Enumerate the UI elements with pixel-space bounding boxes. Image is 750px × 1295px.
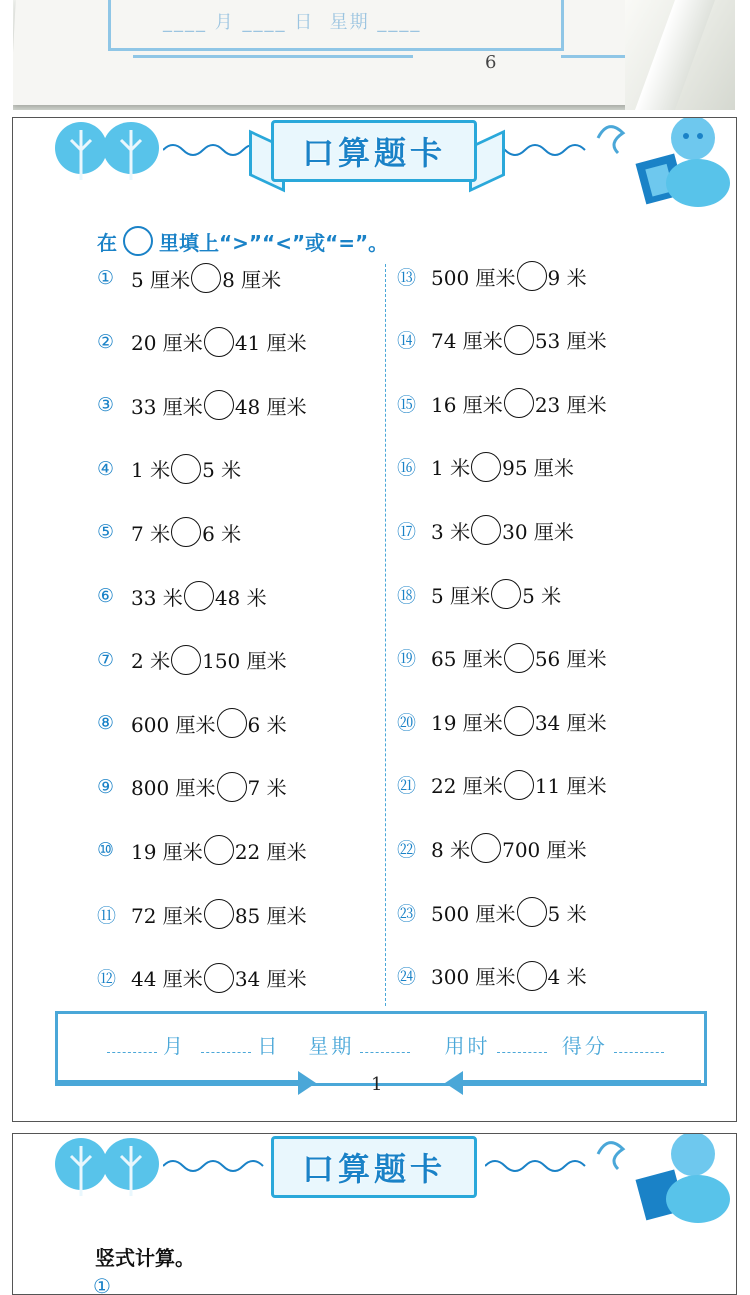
comparison-item [397, 961, 587, 991]
score-label: 得分 [561, 1034, 608, 1058]
left-value: 22 厘米 [431, 774, 503, 799]
comparison-item [97, 835, 307, 865]
left-value: 800 厘米 [131, 776, 216, 801]
answer-circle[interactable] [504, 325, 534, 355]
answer-circle[interactable] [504, 643, 534, 673]
month-label: 月 [163, 1034, 186, 1058]
left-value: 33 厘米 [131, 394, 203, 419]
card2-title: 口算题卡 [301, 1150, 446, 1188]
instruction-prefix: 在 [97, 230, 117, 255]
left-value: 65 厘米 [431, 647, 503, 672]
answer-circle[interactable] [504, 388, 534, 418]
item-number: ⑪ [97, 904, 117, 927]
answer-circle[interactable] [471, 515, 501, 545]
column-divider [385, 264, 386, 1006]
answer-circle[interactable] [517, 961, 547, 991]
comparison-item [97, 454, 241, 484]
left-value: 16 厘米 [431, 392, 503, 417]
left-value: 72 厘米 [131, 903, 203, 928]
answer-circle[interactable] [217, 772, 247, 802]
left-value: 44 厘米 [131, 967, 203, 992]
weekday-blank[interactable] [360, 1052, 410, 1053]
answer-circle[interactable] [217, 708, 247, 738]
item-number: ㉒ [397, 838, 417, 861]
left-value: 33 米 [131, 585, 183, 610]
instruction-suffix: 里填上“>”“<”或“=”。 [159, 230, 389, 255]
left-value: 300 厘米 [431, 965, 516, 990]
left-value: 7 米 [131, 521, 171, 546]
section-title: 竖式计算。 [95, 1246, 195, 1270]
left-value: 500 厘米 [431, 265, 516, 290]
left-value: 5 厘米 [431, 583, 491, 608]
left-value: 20 厘米 [131, 331, 203, 356]
tree-icon [53, 1136, 163, 1206]
right-value: 9 米 [547, 265, 587, 290]
answer-circle[interactable] [517, 261, 547, 291]
right-value: 150 厘米 [202, 649, 287, 674]
item-number: ㉓ [397, 902, 417, 925]
comparison-item [397, 833, 587, 863]
comparison-item [97, 390, 307, 420]
left-value: 500 厘米 [431, 901, 516, 926]
answer-circle[interactable] [204, 835, 234, 865]
left-value: 19 厘米 [431, 710, 503, 735]
wave-left-icon [163, 1156, 273, 1176]
card-header [13, 118, 736, 213]
comparison-item [397, 706, 607, 736]
right-value: 5 米 [547, 901, 587, 926]
answer-circle[interactable] [184, 581, 214, 611]
comparison-item [97, 708, 287, 738]
right-value: 48 厘米 [234, 394, 307, 419]
item-number: ⑥ [97, 585, 115, 607]
right-value: 6 米 [247, 712, 287, 737]
item-number: ⑲ [397, 648, 417, 671]
right-value: 7 米 [247, 776, 287, 801]
right-value: 34 厘米 [534, 710, 607, 735]
answer-circle[interactable] [204, 390, 234, 420]
day-blank[interactable] [201, 1052, 251, 1053]
item-number: ⑩ [97, 839, 115, 862]
previous-page-photo [13, 0, 735, 110]
right-value: 95 厘米 [502, 456, 574, 481]
answer-circle[interactable] [204, 327, 234, 357]
page-number: 1 [371, 1074, 383, 1095]
left-value: 3 米 [431, 519, 471, 544]
time-used-blank[interactable] [497, 1052, 547, 1053]
answer-circle[interactable] [471, 833, 501, 863]
left-value: 1 米 [131, 458, 171, 483]
right-value: 8 厘米 [222, 267, 282, 292]
comparison-item [397, 770, 607, 800]
item-number: ⑫ [97, 968, 117, 991]
right-value: 41 厘米 [234, 331, 307, 356]
answer-circle[interactable] [191, 263, 221, 293]
right-value: 48 米 [214, 585, 267, 610]
instruction [97, 226, 388, 256]
answer-circle[interactable] [504, 706, 534, 736]
comparison-item [397, 452, 574, 482]
card2-title-banner [271, 1136, 477, 1198]
item-number: ㉑ [397, 775, 417, 798]
answer-circle[interactable] [471, 452, 501, 482]
item-number: ⑰ [397, 520, 417, 543]
comparison-item [397, 643, 607, 673]
left-value: 5 厘米 [131, 267, 191, 292]
arrow-left-bar [463, 1080, 701, 1086]
left-value: 74 厘米 [431, 329, 503, 354]
right-value: 30 厘米 [502, 519, 574, 544]
comparison-item [97, 517, 241, 547]
answer-circle[interactable] [204, 899, 234, 929]
arrow-right-bar [58, 1080, 298, 1086]
prev-page-number: 6 [485, 52, 497, 73]
month-blank[interactable] [107, 1052, 157, 1053]
prev-footer-text: ____ 月 ____ 日 星期 ____ [163, 12, 422, 33]
comparison-item [397, 515, 574, 545]
item-number: ⑦ [97, 648, 115, 671]
comparison-item [397, 325, 607, 355]
item-number: ⑯ [397, 457, 417, 480]
right-value: 22 厘米 [234, 839, 307, 864]
score-blank[interactable] [614, 1052, 664, 1053]
reading-child-icon [588, 1134, 736, 1226]
item-number: ④ [97, 457, 115, 480]
comparison-item [97, 899, 307, 929]
arrow-right-icon [298, 1071, 316, 1095]
calculation-card [12, 117, 737, 1122]
answer-circle[interactable] [204, 963, 234, 993]
comparison-item [97, 772, 287, 802]
left-value: 1 米 [431, 456, 471, 481]
item-number: ⑭ [397, 330, 417, 353]
comparison-item [97, 581, 267, 611]
reading-child-icon [588, 118, 736, 210]
answer-circle[interactable] [491, 579, 521, 609]
comparison-item [97, 327, 307, 357]
comparison-item [97, 645, 287, 675]
item-number: ⑧ [97, 712, 115, 735]
footer-text [101, 1030, 670, 1059]
card-title: 口算题卡 [301, 134, 446, 172]
right-value: 23 厘米 [534, 392, 607, 417]
left-value: 19 厘米 [131, 839, 203, 864]
tree-icon [53, 120, 163, 190]
right-value: 5 米 [202, 458, 242, 483]
comparison-item [397, 388, 607, 418]
item-number: ③ [97, 394, 115, 417]
right-value: 85 厘米 [234, 903, 307, 928]
wave-right-icon [485, 1156, 595, 1176]
item-number: ㉔ [397, 966, 417, 989]
time-used-label: 用时 [444, 1034, 491, 1058]
item-number: ⑨ [97, 775, 115, 798]
right-value: 11 厘米 [534, 774, 607, 799]
prev-arrow-right [133, 55, 413, 58]
comparison-item [97, 263, 281, 293]
arrow-left-icon [445, 1071, 463, 1095]
right-value: 700 厘米 [502, 837, 587, 862]
item-number: ⑮ [397, 393, 417, 416]
calculation-card-2 [12, 1133, 737, 1295]
left-value: 8 米 [431, 837, 471, 862]
item-number: ⑬ [397, 266, 417, 289]
right-value: 34 厘米 [234, 967, 307, 992]
comparison-item [397, 897, 587, 927]
right-value: 5 米 [522, 583, 562, 608]
left-value: 600 厘米 [131, 712, 216, 737]
right-value: 6 米 [202, 521, 242, 546]
answer-circle[interactable] [517, 897, 547, 927]
item-number: ⑱ [397, 584, 417, 607]
partial-row: ① [93, 1274, 111, 1295]
item-number: ⑳ [397, 711, 417, 734]
answer-circle[interactable] [504, 770, 534, 800]
item-number: ⑤ [97, 521, 115, 544]
item-number: ① [97, 267, 115, 289]
answer-circle[interactable] [171, 454, 201, 484]
day-label: 日 [257, 1034, 281, 1058]
right-value: 4 米 [547, 965, 587, 990]
left-value: 2 米 [131, 649, 171, 674]
comparison-item [397, 261, 587, 291]
right-value: 56 厘米 [534, 647, 607, 672]
right-value: 53 厘米 [534, 329, 607, 354]
circle-icon [123, 226, 153, 256]
weekday-label: 星期 [308, 1034, 355, 1058]
comparison-item [397, 579, 561, 609]
answer-circle[interactable] [171, 645, 201, 675]
card-title-banner [271, 120, 477, 182]
comparison-item [97, 963, 307, 993]
item-number: ② [97, 330, 115, 353]
answer-circle[interactable] [171, 517, 201, 547]
